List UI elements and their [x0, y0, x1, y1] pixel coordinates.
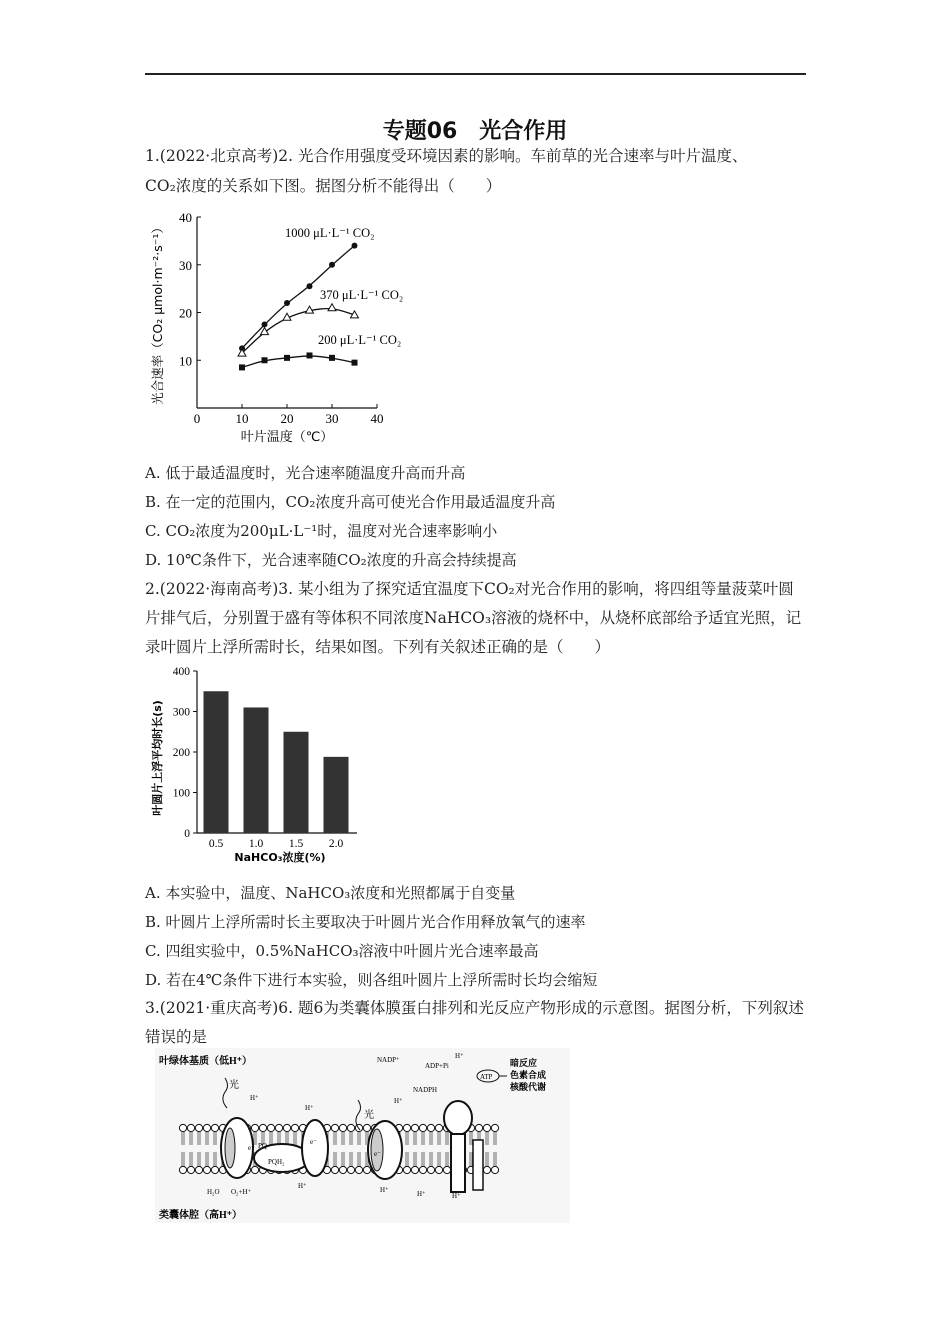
lipid-head	[275, 1124, 282, 1131]
electron-label-2: e⁻	[310, 1138, 317, 1146]
lipid-head	[435, 1124, 442, 1131]
lipid-head	[347, 1124, 354, 1131]
y-tick-label: 20	[179, 305, 192, 321]
atp-synthase-arm	[473, 1140, 483, 1190]
x-axis-title: NaHCO₃浓度(%)	[234, 851, 326, 864]
lipid-head	[187, 1124, 194, 1131]
lipid-head	[419, 1166, 426, 1173]
q1-option-a: A. 低于最适温度时，光合速率随温度升高而升高	[145, 464, 466, 482]
lipid-head	[363, 1166, 370, 1173]
bar	[324, 757, 349, 833]
y-tick-label: 200	[172, 747, 190, 759]
page-title: 专题06 光合作用	[382, 119, 568, 144]
diagram-top-label: 叶绿体基质（低H⁺）	[159, 1056, 253, 1067]
lipid-head	[435, 1166, 442, 1173]
lipid-head	[363, 1124, 370, 1131]
q1-stem-line2: CO₂浓度的关系如下图。据图分析不能得出（ ）	[145, 177, 502, 195]
hplus-label-3: H⁺	[394, 1097, 403, 1105]
x-tick-label: 1.5	[288, 838, 304, 850]
diagram-bottom-label: 类囊体腔（高H⁺）	[159, 1210, 243, 1221]
output-nucleic: 核酸代谢	[510, 1082, 547, 1092]
q2-option-c: C. 四组实验中，0.5%NaHCO₃溶液中叶圆片光合速率最高	[145, 942, 539, 960]
series-label-0: 1000 μL·L⁻¹ CO₂	[285, 226, 375, 240]
q1-option-d: D. 10℃条件下，光合速率随CO₂浓度的升高会持续提高	[145, 551, 517, 569]
y-tick-label: 0	[184, 828, 190, 840]
lipid-head	[251, 1124, 258, 1131]
y-tick-label: 40	[179, 210, 192, 225]
y-axis-title: 光合速率（CO₂ μmol·m⁻²·s⁻¹）	[150, 221, 165, 405]
pqh2-label: PQH₂	[268, 1158, 285, 1166]
light-label-1: 光	[229, 1080, 239, 1091]
q3-stem: 3.(2021·重庆高考)6. 题6为类囊体膜蛋白排列和光反应产物形成的示意图。据图分析，下列叙述错误的是	[145, 999, 804, 1046]
hplus-label-1: H⁺	[250, 1094, 259, 1102]
nadph-label: NADPH	[413, 1086, 438, 1094]
series-label-1: 370 μL·L⁻¹ CO₂	[320, 288, 404, 302]
data-point	[307, 283, 313, 289]
q1-option-c: C. CO₂浓度为200μL·L⁻¹时，温度对光合速率影响小	[145, 522, 498, 540]
data-point	[284, 300, 290, 306]
lipid-head	[475, 1124, 482, 1131]
x-tick-label: 10	[235, 411, 249, 426]
lipid-head	[403, 1124, 410, 1131]
line-chart-figure	[145, 205, 445, 450]
y-tick-label: 300	[172, 706, 190, 719]
thylakoid-diagram	[155, 1048, 570, 1223]
lipid-head	[267, 1124, 274, 1131]
line-chart-labels	[150, 221, 403, 445]
adp-label: ADP+Pi	[425, 1062, 449, 1070]
lipid-head	[187, 1166, 194, 1173]
x-tick-label: 2.0	[328, 838, 344, 850]
lipid-head	[291, 1124, 298, 1131]
q2-option-d: D. 若在4℃条件下进行本实验，则各组叶圆片上浮所需时长均会缩短	[145, 971, 598, 989]
series-line-2	[242, 356, 355, 367]
data-point	[284, 355, 290, 361]
o2-label: O₂+H⁺	[231, 1188, 252, 1196]
lipid-head	[427, 1124, 434, 1131]
y-tick-label: 100	[172, 787, 190, 800]
nadp-label: NADP⁺	[377, 1056, 400, 1064]
lipid-head	[427, 1166, 434, 1173]
x-tick-label: 0	[193, 411, 201, 426]
x-tick-label: 20	[280, 411, 294, 426]
lipid-head	[331, 1124, 338, 1131]
y-tick-label: 10	[179, 353, 192, 369]
data-point	[307, 352, 313, 358]
data-point	[329, 355, 335, 361]
lipid-head	[195, 1166, 202, 1173]
data-point	[352, 243, 358, 249]
bar-chart-bars	[204, 691, 349, 850]
lipid-head	[491, 1124, 498, 1131]
lipid-head	[347, 1166, 354, 1173]
lipid-head	[339, 1124, 346, 1131]
lipid-head	[339, 1166, 346, 1173]
data-point	[352, 360, 358, 366]
lipid-head	[419, 1124, 426, 1131]
q1-option-b: B. 在一定的范围内，CO₂浓度升高可使光合作用最适温度升高	[145, 493, 556, 511]
lipid-head	[491, 1166, 498, 1173]
hplus-label-6: H⁺	[380, 1186, 389, 1194]
lipid-head	[411, 1166, 418, 1173]
hplus-label-5: H⁺	[298, 1182, 307, 1190]
lipid-head	[403, 1166, 410, 1173]
data-point	[239, 364, 245, 370]
ps-ii-core	[225, 1128, 235, 1168]
q2-option-b: B. 叶圆片上浮所需时长主要取决于叶圆片光合作用释放氧气的速率	[145, 913, 586, 931]
data-point	[329, 262, 335, 268]
q2-option-a: A. 本实验中，温度、NaHCO₃浓度和光照都属于自变量	[145, 884, 516, 902]
hplus-label-4: H⁺	[455, 1052, 464, 1060]
hplus-label-2: H⁺	[305, 1104, 314, 1112]
y-axis-title: 叶圆片上浮平均时长(s)	[151, 700, 164, 816]
lipid-head	[411, 1124, 418, 1131]
header-rule	[145, 73, 806, 75]
lipid-head	[179, 1124, 186, 1131]
line-chart-series	[238, 243, 359, 371]
bar-chart-figure	[145, 660, 375, 870]
electron-label-1: e⁻	[248, 1144, 255, 1152]
lipid-head	[443, 1166, 450, 1173]
x-tick-label: 1.0	[248, 838, 264, 850]
y-tick-label: 400	[172, 666, 190, 678]
q1-stem-line1: 1.(2022·北京高考)2. 光合作用强度受环境因素的影响。车前草的光合速率与叶片温度、	[145, 147, 748, 165]
series-label-2: 200 μL·L⁻¹ CO₂	[318, 333, 402, 347]
electron-label-3: e⁻	[374, 1150, 381, 1158]
lipid-head	[355, 1166, 362, 1173]
lipid-head	[203, 1166, 210, 1173]
bar	[244, 707, 269, 833]
diagram-background	[155, 1048, 570, 1223]
data-point	[328, 304, 336, 311]
x-tick-label: 30	[325, 411, 339, 426]
hplus-label-7: H⁺	[417, 1190, 426, 1198]
lipid-head	[211, 1166, 218, 1173]
lipid-head	[483, 1124, 490, 1131]
lipid-head	[203, 1124, 210, 1131]
q2-stem: 2.(2022·海南高考)3. 某小组为了探究适宜温度下CO₂对光合作用的影响，将四组等量菠菜叶圆片排气后，分别置于盛有等体积不同浓度NaHCO₃溶液的烧杯中，从烧杯底部给予适宜光照，记录叶圆片上浮所需时长，结果如图。下列有关叙述正确的是（ ）	[145, 580, 802, 656]
bar	[284, 732, 309, 833]
x-tick-label: 40	[370, 411, 384, 426]
lipid-head	[259, 1124, 266, 1131]
atp-synthase-stalk	[451, 1134, 465, 1192]
bar	[204, 691, 229, 833]
lipid-head	[251, 1166, 258, 1173]
pq-label: PQ	[258, 1142, 267, 1150]
output-dark-reaction: 暗反应	[510, 1058, 538, 1068]
h2o-label: H₂O	[207, 1188, 220, 1196]
x-tick-label: 0.5	[208, 838, 224, 850]
cytochrome-complex	[302, 1120, 328, 1176]
data-point	[262, 357, 268, 363]
lipid-head	[195, 1124, 202, 1131]
hplus-label-8: H⁺	[452, 1192, 461, 1200]
data-point	[262, 321, 268, 327]
lipid-head	[483, 1166, 490, 1173]
atp-synthase-head	[444, 1101, 472, 1135]
lipid-head	[331, 1166, 338, 1173]
lipid-head	[283, 1124, 290, 1131]
atp-label: ATP	[480, 1073, 493, 1081]
y-tick-label: 30	[179, 257, 192, 273]
lipid-head	[179, 1166, 186, 1173]
lipid-head	[211, 1124, 218, 1131]
output-pigment: 色素合成	[510, 1070, 547, 1080]
light-label-2: 光	[364, 1110, 374, 1121]
x-axis-title: 叶片温度（℃）	[240, 430, 334, 445]
